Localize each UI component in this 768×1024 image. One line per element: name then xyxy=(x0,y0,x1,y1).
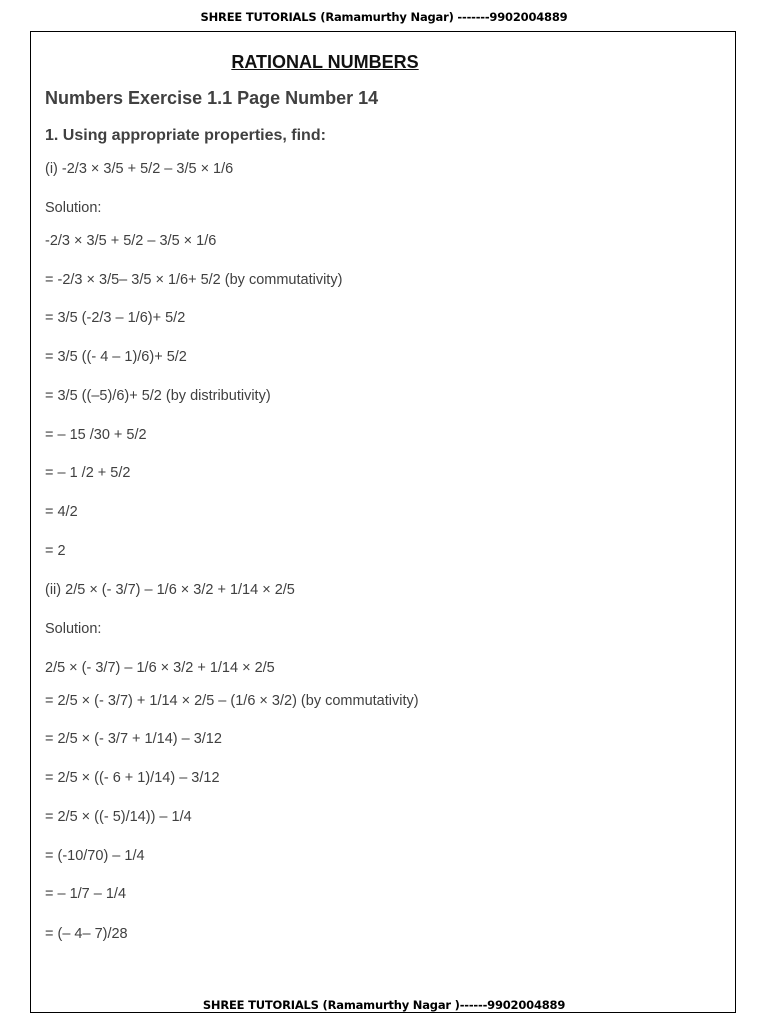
text-line: = 3/5 (-2/3 – 1/6)+ 5/2 xyxy=(45,310,186,326)
text-line: = 2 xyxy=(45,543,66,559)
question-heading: 1. Using appropriate properties, find: xyxy=(45,127,326,144)
text-line: = – 15 /30 + 5/2 xyxy=(45,427,147,443)
text-line: (i) -2/3 × 3/5 + 5/2 – 3/5 × 1/6 xyxy=(45,161,234,177)
text-line: 2/5 × (- 3/7) – 1/6 × 3/2 + 1/14 × 2/5 xyxy=(45,660,275,676)
page-footer: SHREE TUTORIALS (Ramamurthy Nagar )------9902004889 xyxy=(202,998,566,1012)
page-frame xyxy=(30,31,736,1013)
text-line: -2/3 × 3/5 + 5/2 – 3/5 × 1/6 xyxy=(45,233,217,249)
text-line: Solution: xyxy=(45,621,102,637)
text-line: = 3/5 ((- 4 – 1)/6)+ 5/2 xyxy=(45,349,187,365)
text-line: = (-10/70) – 1/4 xyxy=(45,848,145,864)
text-line: Solution: xyxy=(45,200,102,216)
text-line: = 3/5 ((–5)/6)+ 5/2 (by distributivity) xyxy=(45,388,271,404)
text-line: = – 1 /2 + 5/2 xyxy=(45,465,131,481)
text-line: = 2/5 × ((- 5)/14)) – 1/4 xyxy=(45,809,192,825)
document-title: RATIONAL NUMBERS xyxy=(231,52,419,72)
page-header: SHREE TUTORIALS (Ramamurthy Nagar) -------9902004889 xyxy=(200,10,568,24)
text-line: = 2/5 × (- 3/7) + 1/14 × 2/5 – (1/6 × 3/2) (by commutativity) xyxy=(45,693,419,709)
text-line: = -2/3 × 3/5– 3/5 × 1/6+ 5/2 (by commutativity) xyxy=(45,272,343,288)
text-line: = 4/2 xyxy=(45,504,78,520)
text-line: = 2/5 × (- 3/7 + 1/14) – 3/12 xyxy=(45,731,222,747)
text-line: = 2/5 × ((- 6 + 1)/14) – 3/12 xyxy=(45,770,220,786)
exercise-heading: Numbers Exercise 1.1 Page Number 14 xyxy=(45,88,379,108)
text-line: (ii) 2/5 × (- 3/7) – 1/6 × 3/2 + 1/14 × 2/5 xyxy=(45,582,295,598)
text-line: = – 1/7 – 1/4 xyxy=(45,886,127,902)
text-line: = (– 4– 7)/28 xyxy=(45,926,128,942)
